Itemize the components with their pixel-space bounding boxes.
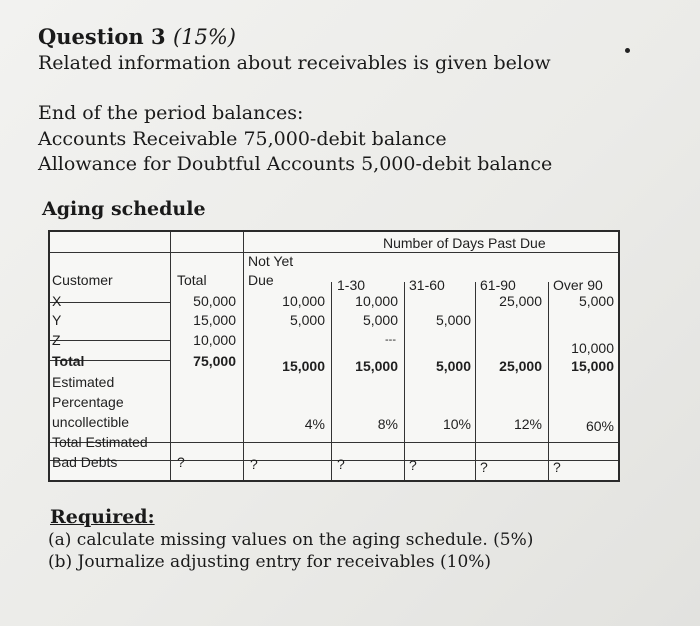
allowance-balance: Allowance for Doubtful Accounts 5,000-debit balance	[38, 153, 553, 175]
days-past-due-header: Number of Days Past Due	[383, 235, 546, 251]
bad-debts-total: ?	[177, 454, 185, 470]
bad-debts-label-line1: Total Estimated	[52, 434, 148, 450]
col-divider	[548, 282, 549, 480]
stray-dot	[625, 48, 630, 53]
estimated-label-line2: Percentage	[52, 394, 124, 410]
estimated-label-line1: Estimated	[52, 374, 115, 390]
total-over-90: 15,000	[571, 358, 614, 374]
pct-61-90: 12%	[513, 416, 542, 432]
x-61-90: 25,000	[499, 293, 542, 309]
total-31-60: 5,000	[435, 358, 471, 374]
header-over-90: Over 90	[553, 277, 603, 293]
total-label: Total	[52, 353, 85, 369]
header-not-yet-line2: Due	[248, 272, 274, 288]
x-not-yet: 10,000	[282, 293, 325, 309]
customer-x: X	[52, 293, 62, 309]
x-total: 50,000	[193, 293, 236, 309]
z-total: 10,000	[193, 332, 236, 348]
row-divider	[50, 252, 618, 253]
grand-total: 75,000	[193, 353, 236, 369]
z-over-90: 10,000	[571, 340, 614, 356]
x-over-90: 5,000	[578, 293, 614, 309]
header-customer: Customer	[52, 272, 113, 288]
customer-y: Y	[52, 312, 62, 328]
header-61-90: 61-90	[480, 277, 516, 293]
bad-debts-31-60: ?	[409, 457, 417, 473]
x-1-30: 10,000	[355, 293, 398, 309]
pct-over-90: 60%	[585, 418, 614, 434]
col-divider	[331, 282, 332, 480]
bad-debts-label-line2: Bad Debts	[52, 454, 118, 470]
row-divider	[50, 340, 170, 341]
bad-debts-61-90: ?	[480, 459, 488, 475]
col-divider	[404, 282, 405, 480]
requirement-b: (b) Journalize adjusting entry for receivables (10%)	[48, 552, 492, 572]
bad-debts-1-30: ?	[337, 456, 345, 472]
header-not-yet-line1: Not Yet	[248, 253, 294, 269]
bad-debts-over-90: ?	[553, 459, 561, 475]
requirement-a: (a) calculate missing values on the aging schedule. (5%)	[48, 530, 534, 550]
pct-not-yet: 4%	[304, 416, 325, 432]
header-31-60: 31-60	[409, 277, 445, 293]
question-title-text: Question 3	[38, 24, 166, 49]
y-31-60: 5,000	[435, 312, 471, 328]
header-total: Total	[177, 272, 207, 288]
pct-31-60: 10%	[442, 416, 471, 432]
total-61-90: 25,000	[499, 358, 542, 374]
balances-heading: End of the period balances:	[38, 102, 304, 124]
customer-z: Z	[52, 332, 61, 348]
question-title	[38, 24, 236, 49]
required-title: Required:	[50, 506, 155, 528]
y-1-30: 5,000	[362, 312, 398, 328]
question-weight: (15%)	[172, 25, 236, 49]
col-divider	[475, 282, 476, 480]
accounts-receivable-balance: Accounts Receivable 75,000-debit balance	[38, 128, 447, 150]
aging-schedule-title: Aging schedule	[42, 198, 206, 220]
pct-1-30: 8%	[377, 416, 398, 432]
z-1-30: ---	[385, 334, 396, 346]
total-not-yet: 15,000	[282, 358, 325, 374]
y-not-yet: 5,000	[289, 312, 325, 328]
bad-debts-not-yet: ?	[250, 456, 258, 472]
total-1-30: 15,000	[355, 358, 398, 374]
estimated-label-line3: uncollectible	[52, 414, 130, 430]
aging-schedule-table	[48, 230, 620, 482]
y-total: 15,000	[193, 312, 236, 328]
row-divider	[50, 460, 618, 461]
header-1-30: 1-30	[337, 277, 366, 293]
row-divider	[50, 302, 170, 303]
question-intro: Related information about receivables is given below	[38, 52, 551, 74]
